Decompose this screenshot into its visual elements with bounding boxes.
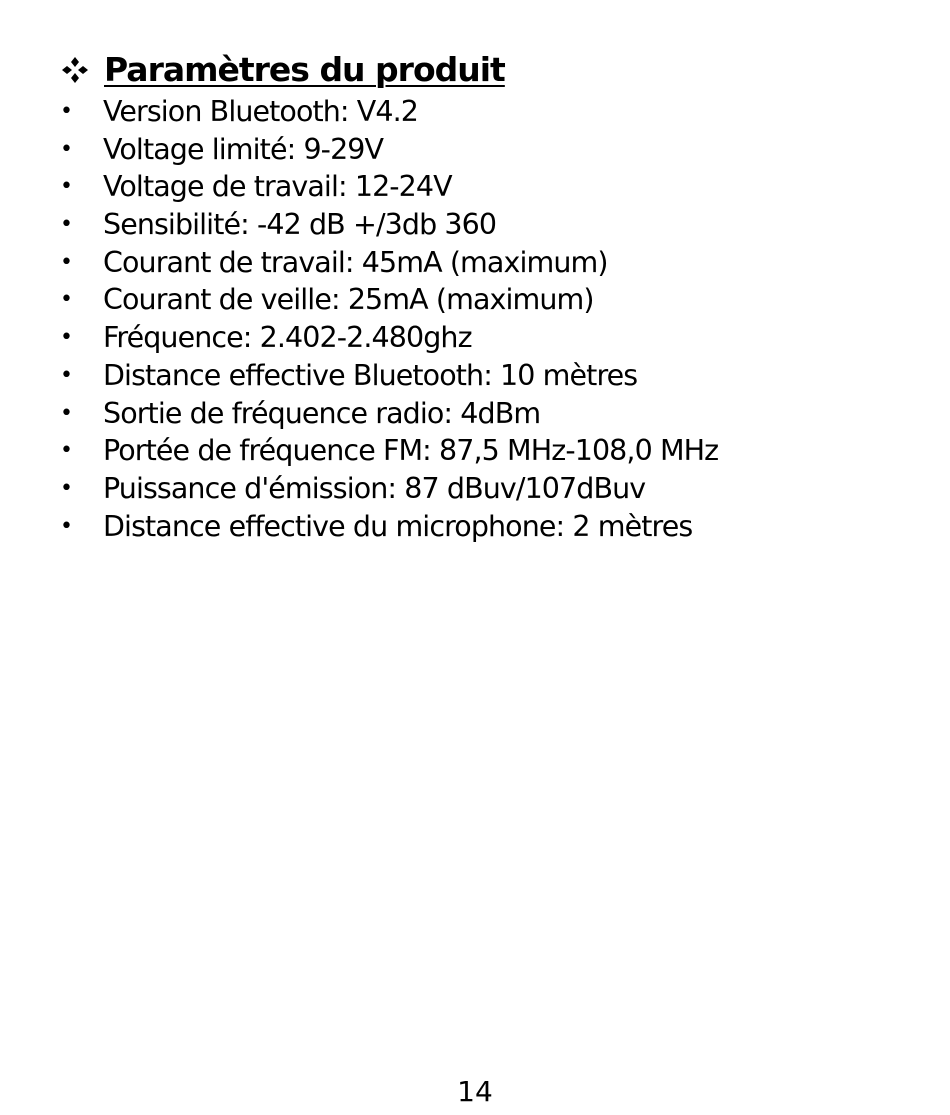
bullet-icon: • xyxy=(60,136,73,162)
page-number: 14 xyxy=(457,1075,493,1108)
bullet-icon: • xyxy=(60,400,73,426)
section-heading xyxy=(60,48,505,92)
bullet-icon: • xyxy=(60,438,73,464)
spec-text: Sensibilité: -42 dB +/3db 360 xyxy=(103,208,497,242)
spec-text: Courant de veille: 25mA (maximum) xyxy=(103,283,594,317)
bullet-icon: • xyxy=(60,475,73,501)
spec-text: Voltage limité: 9-29V xyxy=(103,132,384,166)
spec-text: Distance effective du microphone: 2 mètres xyxy=(103,509,693,543)
spec-text: Portée de fréquence FM: 87,5 MHz-108,0 MHz xyxy=(103,434,719,468)
spec-text: Puissance d'émission: 87 dBuv/107dBuv xyxy=(103,471,646,505)
spec-text: Courant de travail: 45mA (maximum) xyxy=(103,245,608,279)
spec-text: Sortie de fréquence radio: 4dBm xyxy=(103,396,541,430)
section-title: Paramètres du produit xyxy=(104,50,505,89)
spec-text: Version Bluetooth: V4.2 xyxy=(103,95,418,128)
bullet-icon: • xyxy=(60,249,73,275)
spec-text: Voltage de travail: 12-24V xyxy=(103,170,452,204)
bullet-icon: • xyxy=(60,325,73,351)
diamond-four-icon xyxy=(60,55,90,85)
spec-text: Fréquence: 2.402-2.480ghz xyxy=(103,321,472,355)
bullet-icon: • xyxy=(60,362,73,388)
bullet-icon: • xyxy=(60,174,73,200)
bullet-icon: • xyxy=(60,99,73,124)
bullet-icon: • xyxy=(60,287,73,313)
bullet-icon: • xyxy=(60,212,73,238)
spec-text: Distance effective Bluetooth: 10 mètres xyxy=(103,358,638,392)
bullet-icon: • xyxy=(60,513,73,539)
